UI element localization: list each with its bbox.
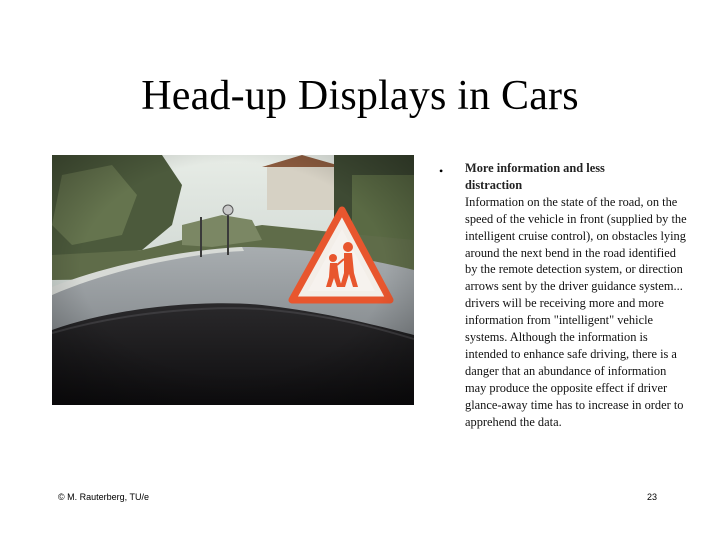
hud-photo [52,155,414,405]
footer-copyright: © M. Rauterberg, TU/e [58,492,149,502]
bullet-heading-line1: More information and less [465,161,605,175]
page-number: 23 [647,492,658,502]
bullet-heading [465,160,690,194]
bullet-content [465,160,690,431]
bullet-marker: • [439,164,444,178]
bullet-body: Information on the state of the road, on the speed of the vehicle in front (supplied by the intelligent cruise control), on obstacles lying around the next bend in the road identified by the remote detection system, or direction arrows sent by the driver guidance system... drivers will be receiving more and more information from "intelligent" vehicle systems. Although the information is intended to enhance safe driving, there is a danger that an abundance of information may produce the opposite effect if driver glance-away time has to increase in order to apprehend the data. [465,194,687,429]
slide-title: Head-up Displays in Cars [141,73,579,119]
bullet-heading-line2: distraction [465,177,523,192]
